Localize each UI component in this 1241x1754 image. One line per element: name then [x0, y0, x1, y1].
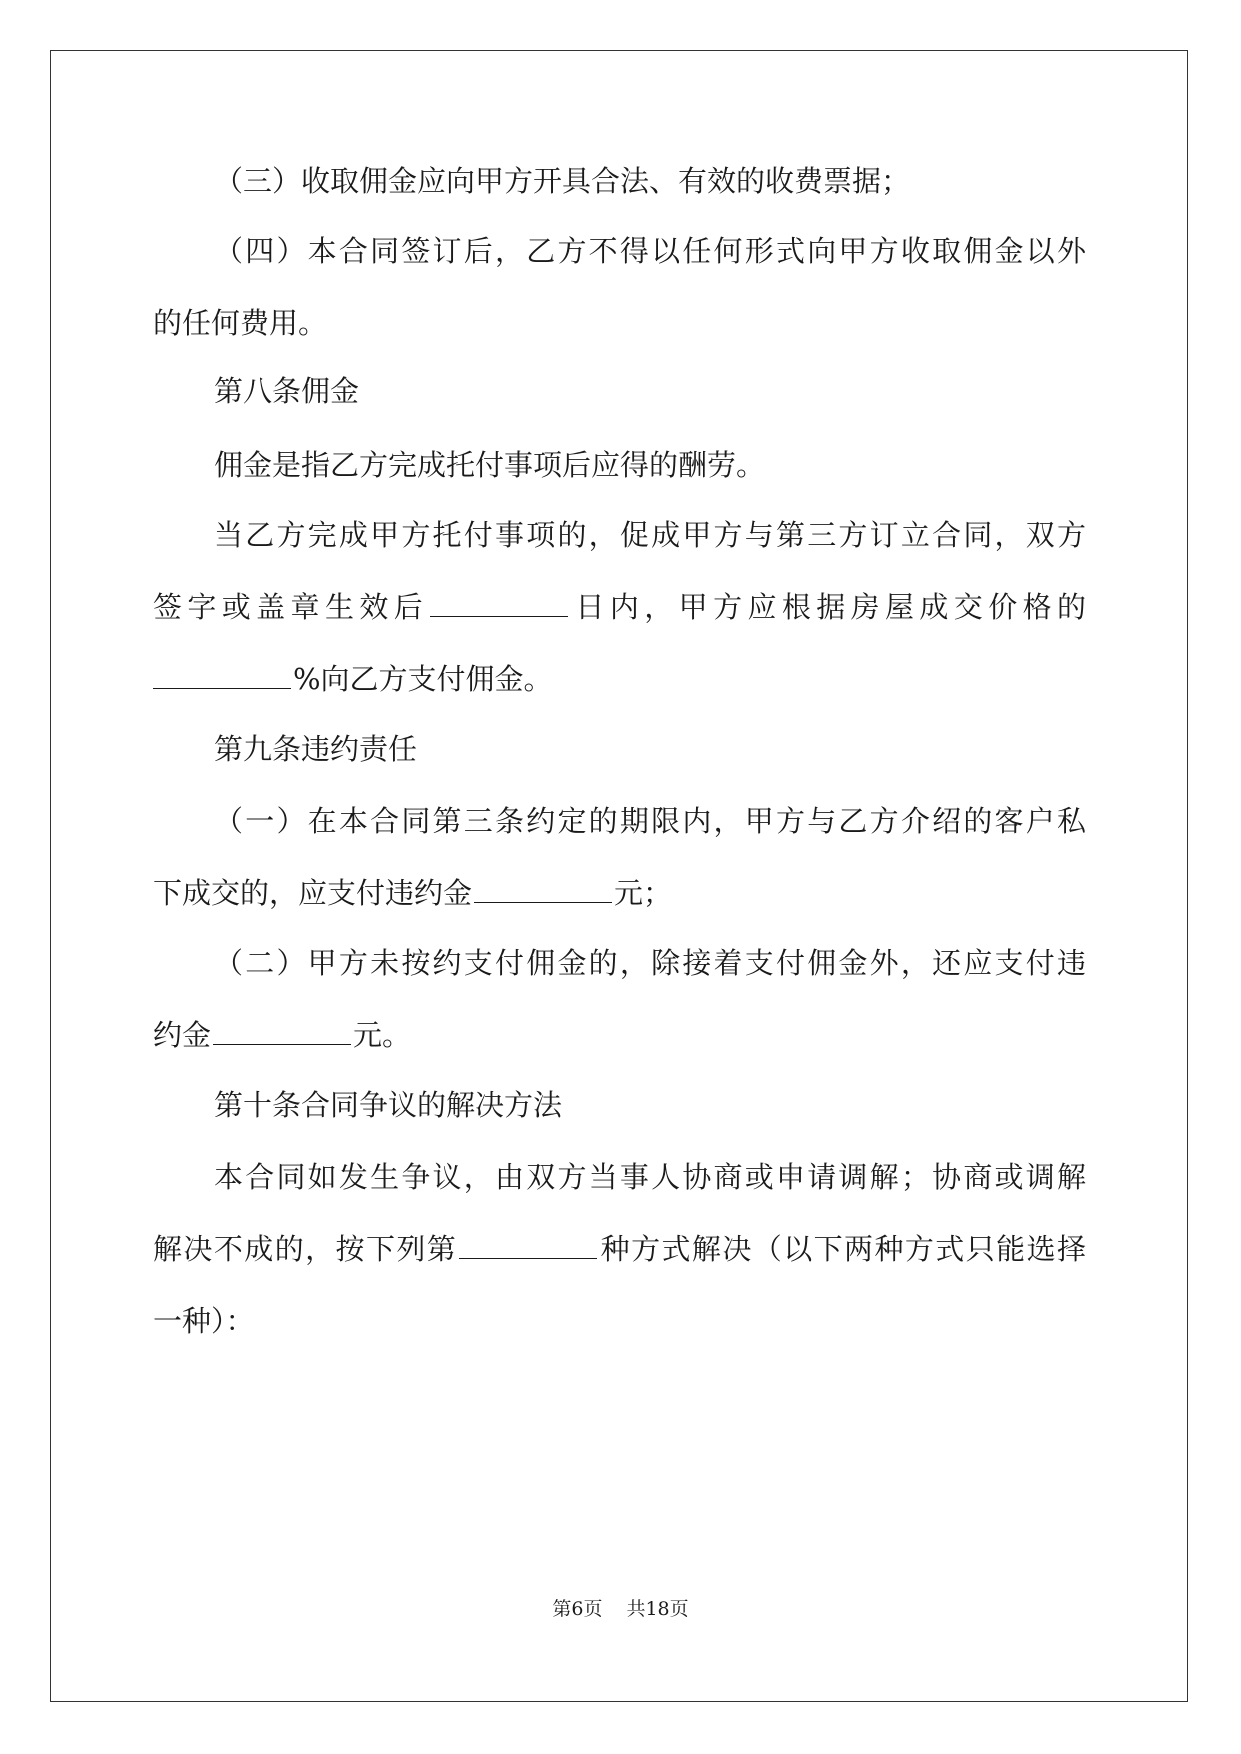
paragraph-text: 元； [614, 876, 673, 910]
paragraph-line: 的任何费用。 [153, 306, 328, 340]
paragraph-line: （三）收取佣金应向甲方开具合法、有效的收费票据； [214, 164, 911, 198]
paragraph-line: 一种）： [153, 1304, 255, 1338]
section-heading: 第九条违约责任 [214, 732, 418, 766]
paragraph-text: %向乙方支付佣金。 [293, 662, 553, 696]
section-heading: 第十条合同争议的解决方法 [214, 1088, 563, 1122]
paragraph-line: 本合同如发生争议，由双方当事人协商或申请调解；协商或调解 [214, 1160, 1086, 1194]
paragraph-text: 种方式解决（以下两种方式只能选择 [599, 1232, 1086, 1266]
fill-in-blank [430, 615, 568, 617]
paragraph-line: 当乙方完成甲方托付事项的，促成甲方与第三方订立合同，双方 [214, 518, 1086, 552]
paragraph-line-with-blank [153, 1015, 411, 1055]
page-number: 第6页 [552, 1598, 603, 1620]
paragraph-line-with-blank [153, 659, 553, 699]
paragraph-line: 佣金是指乙方完成托付事项后应得的酬劳。 [214, 448, 766, 482]
section-heading: 第八条佣金 [214, 374, 360, 408]
fill-in-blank [474, 901, 612, 903]
paragraph-text: 签字或盖章生效后 [153, 590, 429, 624]
paragraph-line: （一）在本合同第三条约定的期限内，甲方与乙方介绍的客户私 [214, 804, 1086, 838]
page-total: 共18页 [626, 1598, 689, 1620]
paragraph-text: 下成交的，应支付违约金 [153, 876, 473, 910]
paragraph-line: （二）甲方未按约支付佣金的，除接着支付佣金外，还应支付违 [214, 946, 1086, 980]
paragraph-text: 日内，甲方应根据房屋成交价格的 [570, 590, 1086, 624]
fill-in-blank [213, 1043, 351, 1045]
paragraph-line: （四）本合同签订后，乙方不得以任何形式向甲方收取佣金以外 [214, 234, 1086, 268]
page-footer [0, 1594, 1241, 1621]
paragraph-text: 约金 [153, 1018, 212, 1052]
fill-in-blank [153, 687, 291, 689]
paragraph-line-with-blank [153, 873, 672, 913]
paragraph-line-with-blank [153, 587, 1086, 627]
paragraph-line-with-blank [153, 1229, 1086, 1269]
paragraph-text: 元。 [353, 1018, 412, 1052]
fill-in-blank [459, 1257, 597, 1259]
paragraph-text: 解决不成的，按下列第 [153, 1232, 458, 1266]
